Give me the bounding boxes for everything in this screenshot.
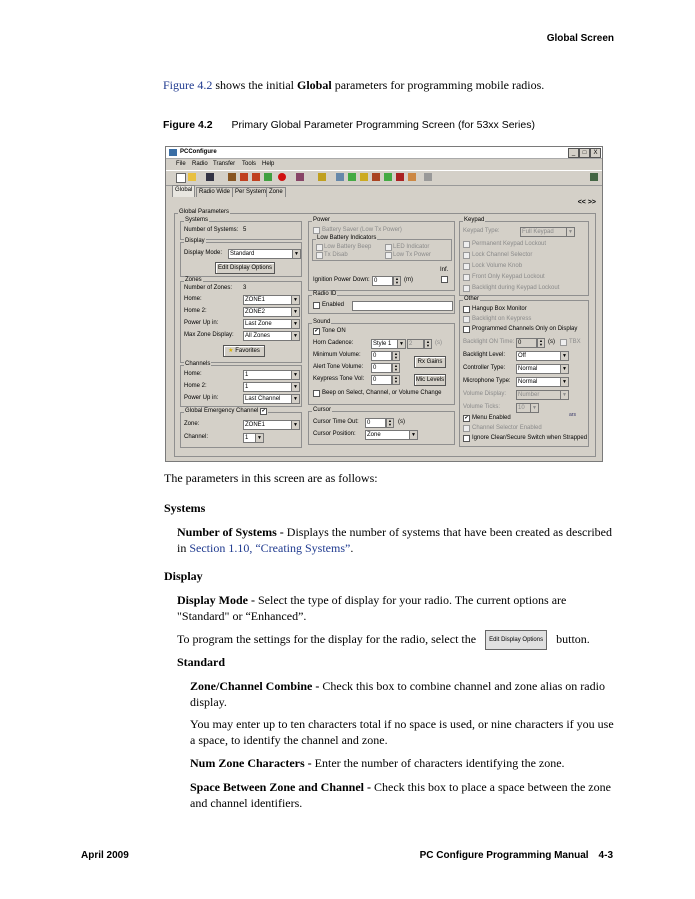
- open-icon[interactable]: [188, 173, 196, 181]
- emergency-icon[interactable]: [396, 173, 404, 181]
- tx-disable-checkbox[interactable]: [316, 252, 323, 259]
- keypad-group: Keypad Keypad Type: Full Keypad ▼ Permanent Keypad Lockout Lock Channel Selector Lock Volume Knob Front Only Keypad Lockout Backlight during Keypad Lockout: [459, 221, 589, 296]
- rx-gains-button[interactable]: Rx Gains: [414, 356, 446, 368]
- backlight-lockout-checkbox[interactable]: [463, 285, 470, 292]
- channel-selector-checkbox[interactable]: [463, 425, 470, 432]
- zones-count: 3: [243, 285, 247, 291]
- led-indicator-checkbox[interactable]: [385, 244, 392, 251]
- ignition-power-down-input[interactable]: 0: [372, 276, 393, 286]
- clone-icon[interactable]: [264, 173, 272, 181]
- channel-home2-select[interactable]: 1 ▼: [243, 382, 300, 392]
- params-intro: The parameters in this screen are as follows:: [164, 471, 378, 485]
- zone-icon[interactable]: [372, 173, 380, 181]
- keypress-tone-volume-input[interactable]: 0: [371, 375, 392, 385]
- edit-display-options-button[interactable]: Edit Display Options: [215, 262, 275, 274]
- emergency-checkbox[interactable]: ✔: [261, 408, 266, 414]
- minimum-volume-input[interactable]: 0: [371, 351, 392, 361]
- read-radio-icon[interactable]: [228, 173, 236, 181]
- toolbar: [166, 170, 602, 186]
- menu-help[interactable]: Help: [262, 161, 275, 167]
- volume-ticks-select[interactable]: 10 ▼: [516, 403, 539, 413]
- backlight-spinner[interactable]: ▲ ▼: [537, 338, 545, 348]
- window-title: PCConfigure: [180, 149, 217, 155]
- title-bar: [166, 147, 602, 159]
- app-icon: [169, 149, 177, 156]
- radio-id-enabled-checkbox[interactable]: [313, 302, 320, 309]
- new-icon[interactable]: [176, 173, 186, 183]
- tab-strip: [166, 185, 602, 197]
- low-tx-power-checkbox[interactable]: [385, 252, 392, 259]
- footer-date: April 2009: [81, 850, 129, 861]
- tab-global[interactable]: Global: [172, 185, 195, 197]
- other-group: Other Hangup Box Monitor Backlight on Keypress Programmed Channels Only on Display Backlight ON Time: 0 ▲ ▼ (s) TBX Backlight Level: Off ▼ Controller Type: Normal ▼ Microphone Type: Normal ▼ Volume Display: Number ▼ Volume Ticks: 10 ▼ ✔ Menu Enabled ars Channel Selector Enabled Ignore Clear/Secure Switch when Strapped: [459, 300, 589, 447]
- hangup-box-checkbox[interactable]: [463, 306, 470, 313]
- infinite-checkbox[interactable]: [441, 276, 448, 283]
- grid-icon[interactable]: [348, 173, 356, 181]
- cursor-timeout-input[interactable]: 0: [365, 418, 386, 428]
- menu-tools[interactable]: Tools: [242, 161, 257, 167]
- cursor-position-select[interactable]: Zone ▼: [365, 430, 418, 440]
- save-icon[interactable]: [206, 173, 214, 181]
- sound-group: Sound ✔ Tone ON Horn Cadence: Style 1 ▼ 2 ▲ ▼ (s) Minimum Volume: 0 ▲ ▼ Alert Tone Volume: 0 ▲ ▼ Rx Gains Keypress Tone Vol: 0 ▲ ▼ Mic Levels Beep on Select, Channel, or Volume Change: [308, 323, 455, 405]
- lock-channel-selector-checkbox[interactable]: [463, 252, 470, 259]
- pcconfigure-window: [165, 146, 603, 462]
- characters-paragraph: You may enter up to ten characters total if no space is used, or nine characters if you use a space, to identify the channel and zone.: [190, 717, 614, 747]
- horn-cadence-select[interactable]: Style 1 ▼: [371, 339, 406, 349]
- exit-icon[interactable]: [590, 173, 598, 181]
- power-group: Power Battery Saver (Low Tx Power) Low Battery Indicators Low Battery Beep LED Indicator Tx Disab Low Tx Power Inf. Ignition Power Down: 0 ▲ ▼ (m): [308, 221, 455, 291]
- figure-link[interactable]: Figure 4.2: [163, 78, 213, 92]
- help-icon[interactable]: [424, 173, 432, 181]
- radio-id-group: Radio ID Enabled: [308, 295, 455, 314]
- page-nav[interactable]: << >>: [577, 199, 596, 206]
- page-number: 4-3: [598, 850, 613, 861]
- maximize-button[interactable]: □: [579, 148, 590, 158]
- low-battery-beep-checkbox[interactable]: [316, 244, 323, 251]
- tab-radio-wide[interactable]: Radio Wide: [196, 187, 233, 197]
- global-parameters-label: Global Parameters: [179, 209, 230, 215]
- star-icon: ★: [228, 348, 234, 354]
- space-between-paragraph: Space Between Zone and Channel - Check this box to place a space between the zone and channel identifiers.: [190, 780, 611, 810]
- systems-count: 5: [243, 227, 247, 233]
- write-all-icon[interactable]: [252, 173, 260, 181]
- channel-icon[interactable]: [384, 173, 392, 181]
- close-button[interactable]: X: [590, 148, 601, 158]
- radio-id-input[interactable]: [352, 301, 453, 311]
- tab-zone[interactable]: Zone: [266, 187, 286, 197]
- systems-heading: Systems: [164, 501, 206, 515]
- menu-enabled-checkbox[interactable]: ✔: [464, 415, 469, 421]
- display-group: Display Display Mode: Standard ▼ Edit Display Options: [180, 242, 302, 277]
- ignore-clear-secure-checkbox[interactable]: [463, 435, 470, 442]
- keypress-volume-spinner[interactable]: ▲ ▼: [392, 375, 400, 385]
- number-of-systems-paragraph: Number of Systems - Displays the number of systems that have been created as described in Section 1.10, “Creating Systems”.: [177, 525, 613, 555]
- tool-icon[interactable]: [296, 173, 304, 181]
- edit-display-options-inline-button[interactable]: Edit Display Options: [485, 630, 547, 650]
- chart-icon[interactable]: [318, 173, 326, 181]
- zone-home2-select[interactable]: ZONE2 ▼: [243, 307, 300, 317]
- backlight-on-time-input[interactable]: 0: [516, 338, 537, 348]
- emergency-group: Global Emergency Channel ✔ Zone: ZONE1 ▼ Channel: 1 ▼: [180, 412, 302, 448]
- tbx-checkbox[interactable]: [560, 339, 567, 346]
- menu-transfer[interactable]: Transfer: [213, 161, 236, 167]
- permanent-lockout-checkbox[interactable]: [463, 241, 470, 248]
- horn-cadence-input[interactable]: 2: [407, 339, 424, 349]
- edit-icon[interactable]: [408, 173, 416, 181]
- battery-saver-checkbox[interactable]: [313, 227, 320, 234]
- lock-volume-knob-checkbox[interactable]: [463, 263, 470, 270]
- alert-volume-spinner[interactable]: ▲ ▼: [392, 363, 400, 373]
- ignition-spinner[interactable]: ▲ ▼: [393, 276, 401, 286]
- cursor-group: Cursor Cursor Time Out: 0 ▲ ▼ (s) Cursor Position: Zone ▼: [308, 411, 455, 445]
- section-title: Global Screen: [546, 33, 614, 44]
- channel-home-select[interactable]: 1 ▼: [243, 370, 300, 380]
- front-only-lockout-checkbox[interactable]: [463, 274, 470, 281]
- emergency-channel-select[interactable]: 1 ▼: [243, 433, 264, 443]
- menu-radio[interactable]: Radio: [192, 161, 208, 167]
- list-icon[interactable]: [336, 173, 344, 181]
- program-paragraph: To program the settings for the display for the radio, select the Edit Display Options button.: [177, 630, 617, 650]
- controller-type-select[interactable]: Normal ▼: [516, 364, 569, 374]
- min-volume-spinner[interactable]: ▲ ▼: [392, 351, 400, 361]
- backlight-level-select[interactable]: Off ▼: [516, 351, 569, 361]
- beep-checkbox[interactable]: [313, 390, 320, 397]
- horn-spinner[interactable]: ▲ ▼: [424, 339, 432, 349]
- display-heading: Display: [164, 569, 203, 583]
- display-mode-select[interactable]: Standard ▼: [228, 249, 301, 259]
- zone-power-up-select[interactable]: Last Zone ▼: [243, 319, 300, 329]
- menu-file[interactable]: File: [176, 161, 186, 167]
- tone-on-checkbox[interactable]: ✔: [314, 328, 319, 334]
- zone-channel-combine-paragraph: Zone/Channel Combine - Check this box to combine channel and zone alias on radio display.: [190, 679, 605, 709]
- low-battery-group: Low Battery Indicators Low Battery Beep LED Indicator Tx Disab Low Tx Power: [312, 239, 452, 261]
- figure-caption: [163, 119, 535, 131]
- channel-power-up-select[interactable]: Last Channel ▼: [243, 394, 300, 404]
- channels-group: Channels Home: 1 ▼ Home 2: 1 ▼ Power Up in: Last Channel ▼: [180, 365, 302, 407]
- microphone-type-select[interactable]: Normal ▼: [516, 377, 569, 387]
- zone-home-select[interactable]: ZONE1 ▼: [243, 295, 300, 305]
- max-zone-display-select[interactable]: All Zones ▼: [243, 331, 300, 341]
- systems-group: Systems Number of Systems: 5: [180, 221, 302, 240]
- standard-heading: Standard: [177, 655, 226, 669]
- footer-manual: PC Configure Programming Manual 4-3: [419, 850, 613, 861]
- creating-systems-link[interactable]: Section 1.10, “Creating Systems”: [189, 541, 351, 555]
- keypad-type-select[interactable]: Full Keypad ▼: [520, 227, 575, 237]
- cursor-timeout-spinner[interactable]: ▲ ▼: [386, 418, 394, 428]
- display-mode-paragraph: Display Mode - Select the type of display for your radio. The current options are "Standard" or “Enhanced”.: [177, 593, 567, 623]
- folder-icon[interactable]: [360, 173, 368, 181]
- backlight-keypress-checkbox[interactable]: [463, 316, 470, 323]
- alert-tone-volume-input[interactable]: 0: [371, 363, 392, 373]
- tab-per-system[interactable]: Per System: [232, 187, 269, 197]
- menu-bar: [166, 159, 602, 169]
- record-icon[interactable]: [278, 173, 286, 181]
- write-radio-icon[interactable]: [240, 173, 248, 181]
- figure-label: Figure 4.2: [163, 119, 213, 131]
- programmed-channels-checkbox[interactable]: [463, 326, 470, 333]
- figure-caption-text: Primary Global Parameter Programming Screen (for 53xx Series): [231, 119, 535, 131]
- zones-group: Zones Number of Zones: 3 Home: ZONE1 ▼ Home 2: ZONE2 ▼ Power Up in: Last Zone ▼ Max Zone Display: All Zones ▼ ★ Favorites: [180, 281, 302, 363]
- intro-paragraph: Figure 4.2 shows the initial Global parameters for programming mobile radios.: [163, 78, 545, 92]
- emergency-zone-select[interactable]: ZONE1 ▼: [243, 420, 300, 430]
- num-zone-characters-paragraph: Num Zone Characters - Enter the number of characters identifying the zone.: [190, 756, 565, 770]
- favorites-button[interactable]: ★ Favorites: [223, 345, 265, 357]
- volume-display-select[interactable]: Number ▼: [516, 390, 569, 400]
- corner-mark: ars: [569, 412, 576, 418]
- minimize-button[interactable]: _: [568, 148, 579, 158]
- mic-levels-button[interactable]: Mic Levels: [414, 374, 446, 386]
